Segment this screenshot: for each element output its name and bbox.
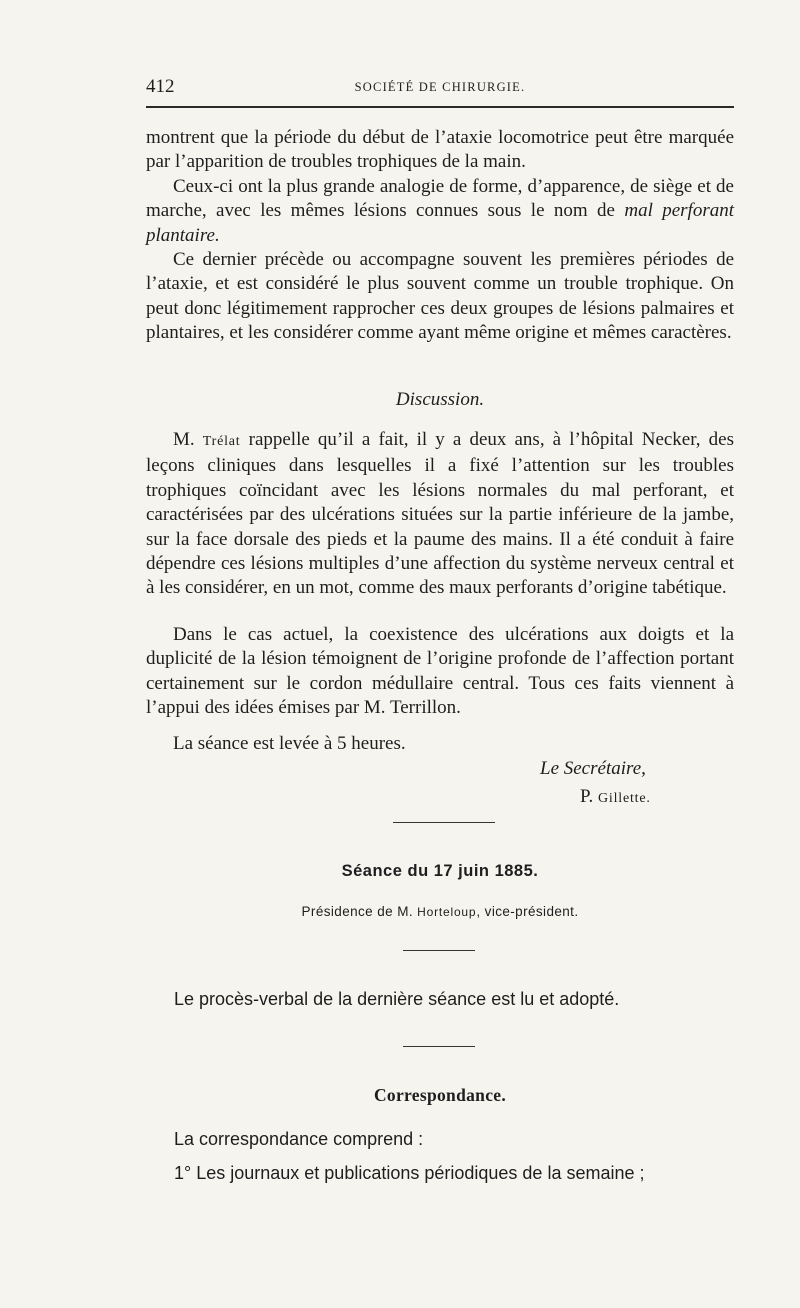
closing-line: La séance est levée à 5 heures.	[173, 733, 406, 754]
mal-perforant-term: mal perforant plantaire.	[146, 200, 734, 246]
signature-role: Le Secrétaire,	[540, 758, 646, 779]
presidence-line	[146, 904, 734, 919]
paragraph-intro: montrent que la période du début de l’ataxie locomotrice peut être marquée par l’apparition de troubles trophiques de la main.	[146, 127, 734, 173]
presidence-suffix: , vice-président.	[476, 904, 579, 919]
paragraph-trelat-text: rappelle qu’il a fait, il y a deux ans, à l’hôpital Necker, des leçons cliniques dans lesquelles il a fixé l’attention sur les troubles trophiques coïncidant avec les lésions normales du mal perforant, et caractérisées par des ulcérations situées sur la partie inférieure de la jambe, sur la face dorsale des pieds et la paume des mains. Il a été conduit à faire dépendre ces lésions multiples d’une affection du système nerveux central et à les considérer, en un mot, comme des maux perforants d’origine tabétique.	[146, 429, 734, 599]
header-rule	[146, 106, 734, 108]
running-head	[146, 76, 734, 100]
correspondance-heading: Correspondance.	[373, 1085, 507, 1105]
signature-initial: P.	[580, 786, 598, 807]
signature	[580, 785, 740, 811]
discussion-heading: Discussion.	[395, 389, 485, 410]
running-title: SOCIÉTÉ DE CHIRURGIE.	[354, 80, 526, 94]
paragraph-ataxie: Ce dernier précède ou accompagne souvent les premières périodes de l’ataxie, et est considéré le plus souvent comme un trouble trophique. On peut donc légitimement rapprocher ces deux groupes de lésions palmaires et plantaires, et les considérer comme ayant même origine et mêmes caractères.	[146, 249, 734, 344]
session-title: Séance du 17 juin 1885.	[341, 862, 539, 880]
correspondance-divider	[403, 1046, 475, 1047]
speaker-prefix: M.	[173, 429, 203, 450]
paragraph-analogy	[146, 175, 734, 248]
correspondance-item-1: 1° Les journaux et publications périodiques de la semaine ;	[174, 1163, 645, 1183]
paragraph-analogy-text: Ceux-ci ont la plus grande analogie de forme, d’apparence, de siège et de marche, avec les mêmes lésions connues sous le nom de	[146, 176, 734, 222]
speaker-name: Trélat	[202, 434, 241, 449]
correspondance-intro: La correspondance comprend :	[174, 1129, 424, 1149]
paragraph-coexistence: Dans le cas actuel, la coexistence des ulcérations aux doigts et la duplicité de la lésion témoignent de l’origine profonde de l’affection portant certainement sur le cordon médullaire central. Tous ces faits viennent à l’appui des idées émises par M. Terrillon.	[146, 624, 734, 719]
session-divider	[403, 950, 475, 951]
paragraph-trelat	[146, 428, 734, 601]
section-divider	[393, 822, 495, 823]
presidence-name: Horteloup	[417, 905, 477, 919]
minutes-line: Le procès-verbal de la dernière séance est lu et adopté.	[174, 989, 620, 1009]
presidence-prefix: Présidence de M.	[301, 904, 418, 919]
signature-name: Gillette.	[597, 791, 651, 806]
page-number: 412	[146, 76, 175, 97]
